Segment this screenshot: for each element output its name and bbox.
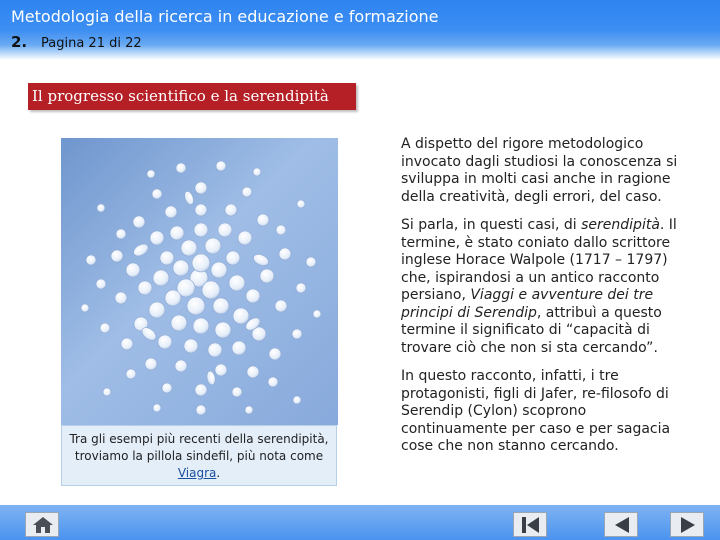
- home-icon: [31, 515, 55, 535]
- viagra-link[interactable]: Viagra: [177, 466, 217, 480]
- next-page-icon: [676, 515, 700, 535]
- section-title: Il progresso scientifico e la serendipità: [32, 87, 329, 105]
- first-page-icon: [519, 515, 543, 535]
- previous-page-button[interactable]: [604, 512, 638, 537]
- paragraph-1: A dispetto del rigore metodologico invocato dagli studiosi la conoscenza si sviluppa in molti casi anche in ragione della creatività, degli errori, del caso.: [401, 136, 678, 205]
- paragraph-2-part-c: . Il termine, è stato coniato dallo scrittore inglese Horace Walpole (1717 – 1797) che, ispirandosi a un antico racconto persiano,: [401, 217, 677, 303]
- pills-photo: [61, 138, 338, 425]
- book-title: Viaggi e avventure dei tre principi di Serendip: [401, 287, 654, 321]
- body-text: [401, 136, 683, 467]
- next-page-button[interactable]: [670, 512, 704, 537]
- paragraph-3: In questo racconto, infatti, i tre protagonisti, figli di Jafer, re-filosofo di Serendip (Cylon) scoprono continuamente per caso e per sagacia cose che non stanno cercando.: [401, 368, 671, 454]
- chapter-number: 2.: [11, 33, 28, 51]
- home-button[interactable]: [25, 512, 59, 537]
- paragraph-2-part-a: Si parla, in questi casi, di: [401, 217, 582, 233]
- serendipity-term: serendipità: [581, 217, 660, 233]
- pills-image: [61, 138, 338, 425]
- image-caption: [61, 425, 337, 486]
- paragraph-2-part-e: , attribuì a questo termine il significato di “capacità di trovare ciò che non si sta cercando”.: [401, 304, 662, 356]
- page-indicator: Pagina 21 di 22: [41, 36, 142, 51]
- course-title: Metodologia della ricerca in educazione e formazione: [11, 7, 439, 26]
- caption-text: Tra gli esempi più recenti della serendipità, troviamo la pillola sindefil, più nota come: [69, 432, 329, 463]
- first-page-button[interactable]: [513, 512, 547, 537]
- paragraph-2: [401, 217, 683, 357]
- previous-page-icon: [610, 515, 634, 535]
- section-title-banner: [28, 83, 356, 110]
- caption-end: .: [216, 466, 221, 480]
